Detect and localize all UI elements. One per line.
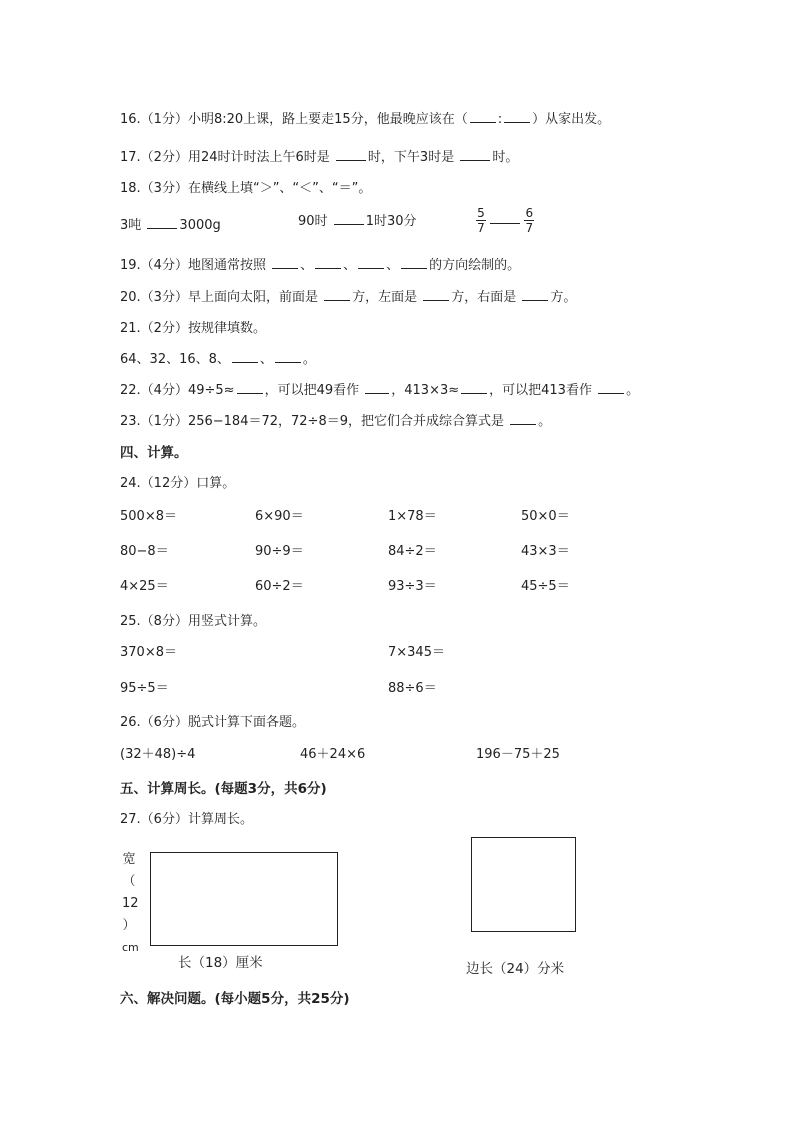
compare-right: 3000g [179, 218, 221, 233]
question-text: ）从家出发。 [532, 112, 611, 127]
question-number: 26.（6分） [120, 715, 188, 730]
question-text: 小明8:20上课，路上要走15分，他最晚应该在（ [187, 112, 468, 127]
oral-calc: 60÷2＝ [255, 579, 304, 594]
question-18 [120, 177, 371, 196]
question-text: 地图通常按照 [187, 258, 266, 273]
oral-calc: 45÷5＝ [521, 579, 570, 594]
answer-blank[interactable] [490, 211, 520, 224]
answer-blank[interactable] [334, 212, 364, 225]
oral-calc: 50×0＝ [521, 509, 570, 524]
question-number: 25.（8分） [120, 614, 188, 629]
answer-blank[interactable] [598, 381, 624, 394]
question-number: 23.（1分） [120, 414, 188, 429]
answer-blank[interactable] [232, 350, 258, 363]
oral-calc: 93÷3＝ [388, 579, 437, 594]
square-side-label: 边长（24）分米 [466, 961, 565, 977]
section-4-title: 四、计算。 [120, 445, 188, 461]
question-text: 时。 [492, 150, 519, 165]
step-calc: 196－75＋25 [476, 747, 560, 762]
question-number: 17.（2分） [120, 150, 188, 165]
question-number: 27.（6分） [120, 812, 188, 827]
question-26: 26.（6分）脱式计算下面各题。 [120, 715, 305, 730]
answer-blank[interactable] [522, 288, 548, 301]
step-calc: 46＋24×6 [300, 747, 366, 762]
answer-blank[interactable] [358, 256, 384, 269]
answer-blank[interactable] [401, 256, 427, 269]
oral-calc: 6×90＝ [255, 509, 304, 524]
oral-calc: 43×3＝ [521, 544, 570, 559]
section-5-title: 五、计算周长。(每题3分，共6分) [120, 781, 327, 797]
oral-calc: 84÷2＝ [388, 544, 437, 559]
oral-calc: 80−8＝ [120, 544, 169, 559]
answer-blank[interactable] [470, 110, 496, 123]
question-17 [120, 146, 518, 165]
question-number: 21.（2分） [120, 321, 188, 336]
question-number: 24.（12分） [120, 476, 197, 491]
question-19: 19.（4分）地图通常按照 、 、 、 的方向绘制的。 [120, 258, 521, 273]
answer-blank[interactable] [237, 381, 263, 394]
compare-left: 3吨 [120, 218, 142, 233]
question-number: 20.（3分） [120, 290, 188, 305]
oral-calc: 4×25＝ [120, 579, 169, 594]
answer-blank[interactable] [461, 381, 487, 394]
question-25: 25.（8分）用竖式计算。 [120, 614, 266, 629]
answer-blank[interactable] [272, 256, 298, 269]
answer-blank[interactable] [336, 148, 366, 161]
vertical-calc: 7×345＝ [388, 645, 445, 660]
oral-calc: 90÷9＝ [255, 544, 304, 559]
vertical-calc: 95÷5＝ [120, 681, 169, 696]
sequence-values: 64、32、16、8、 [120, 352, 230, 367]
question-text: 用24时计时法上午6时是 [187, 150, 330, 165]
compare-item-3 [476, 206, 534, 235]
answer-blank[interactable] [460, 148, 490, 161]
question-20: 20.（3分）早上面向太阳，前面是 方，左面是 方，右面是 方。 [120, 290, 577, 305]
step-calc: (32＋48)÷4 [120, 747, 196, 762]
number-sequence: 64、32、16、8、 、 。 [120, 352, 316, 367]
oral-calc: 1×78＝ [388, 509, 437, 524]
question-22: 22.（4分）49÷5≈ ，可以把49看作 ，413×3≈ ，可以把413看作 。 [120, 383, 640, 398]
fraction-right: $\frac{6}{7}$ [525, 206, 534, 235]
compare-left: 90时 [298, 214, 328, 229]
question-21 [120, 317, 266, 336]
question-text: 时，下午3时是 [367, 150, 455, 165]
answer-blank[interactable] [504, 110, 530, 123]
time-colon: : [497, 112, 503, 127]
question-16 [120, 108, 610, 127]
question-24: 24.（12分）口算。 [120, 476, 236, 491]
question-text: 按规律填数。 [187, 321, 266, 336]
answer-blank[interactable] [147, 216, 177, 229]
fraction-left: $\frac{5}{7}$ [477, 206, 485, 235]
question-number: 19.（4分） [120, 258, 188, 273]
answer-blank[interactable] [365, 381, 389, 394]
square-shape [471, 837, 576, 932]
vertical-calc: 88÷6＝ [388, 681, 437, 696]
oral-calc: 500×8＝ [120, 509, 177, 524]
compare-right: 1时30分 [365, 214, 417, 229]
answer-blank[interactable] [315, 256, 341, 269]
rect-width-label: 宽 （ 12 ） cm [122, 852, 139, 954]
compare-item-2 [298, 210, 417, 229]
question-number: 18.（3分） [120, 181, 188, 196]
question-text: 在横线上填“＞”、“＜”、“＝”。 [187, 181, 372, 196]
answer-blank[interactable] [423, 288, 449, 301]
compare-item-1 [120, 214, 221, 233]
rectangle-shape [150, 852, 338, 946]
answer-blank[interactable] [324, 288, 350, 301]
question-text: 的方向绘制的。 [429, 258, 521, 273]
vertical-calc: 370×8＝ [120, 645, 177, 660]
question-number: 16.（1分） [120, 112, 188, 127]
answer-blank[interactable] [275, 350, 301, 363]
answer-blank[interactable] [510, 412, 536, 425]
question-27: 27.（6分）计算周长。 [120, 812, 253, 827]
question-23: 23.（1分）256−184＝72，72÷8＝9，把它们合并成综合算式是 。 [120, 414, 552, 429]
question-number: 22.（4分） [120, 383, 188, 398]
question-text: 早上面向太阳，前面是 [187, 290, 318, 305]
section-6-title: 六、解决问题。(每小题5分，共25分) [120, 991, 350, 1007]
rect-length-label: 长（18）厘米 [178, 955, 263, 971]
